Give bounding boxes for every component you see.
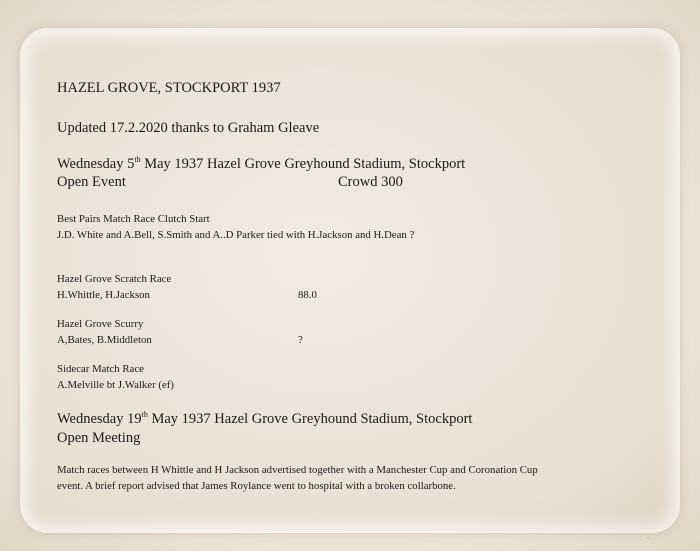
scurry-race-result: A,Bates, B.Middleton (57, 334, 152, 346)
meeting2-ordinal: th (141, 410, 148, 420)
document-title: HAZEL GROVE, STOCKPORT 1937 (57, 80, 281, 96)
scratch-race-time: 88.0 (298, 289, 317, 301)
sidecar-race-result: A.Melville bt J.Walker (ef) (57, 379, 174, 391)
meeting1-ordinal: th (134, 155, 141, 165)
notes-line-1: Match races between H Whittle and H Jackson advertised together with a Manchester Cup and Coronation Cup (57, 464, 538, 476)
meeting1-crowd: Crowd 300 (338, 174, 403, 190)
signature-mark: ~ (646, 535, 650, 543)
scurry-race-time: ? (298, 334, 303, 346)
sidecar-race-name: Sidecar Match Race (57, 363, 144, 375)
scratch-race-result: H.Whittle, H.Jackson (57, 289, 150, 301)
meeting1-rest: May 1937 Hazel Grove Greyhound Stadium, Stockport (140, 156, 466, 172)
best-pairs-race-result: J.D. White and A.Bell, S.Smith and A..D Parker tied with H.Jackson and H.Dean ? (57, 229, 415, 241)
updated-note: Updated 17.2.2020 thanks to Graham Gleave (57, 120, 320, 136)
meeting2-day: Wednesday 19 (57, 411, 142, 427)
best-pairs-race-name: Best Pairs Match Race Clutch Start (57, 213, 210, 225)
meeting2-heading (57, 411, 472, 428)
meeting1-day: Wednesday 5 (57, 156, 135, 172)
scratch-race-name: Hazel Grove Scratch Race (57, 273, 172, 285)
scurry-race-name: Hazel Grove Scurry (57, 318, 144, 330)
meeting1-heading (57, 156, 465, 173)
meeting1-event: Open Event (57, 174, 126, 190)
notes-line-2: event. A brief report advised that James Roylance went to hospital with a broken collarbone. (57, 480, 456, 492)
meeting2-rest: May 1937 Hazel Grove Greyhound Stadium, Stockport (147, 411, 473, 427)
meeting2-event: Open Meeting (57, 430, 141, 446)
